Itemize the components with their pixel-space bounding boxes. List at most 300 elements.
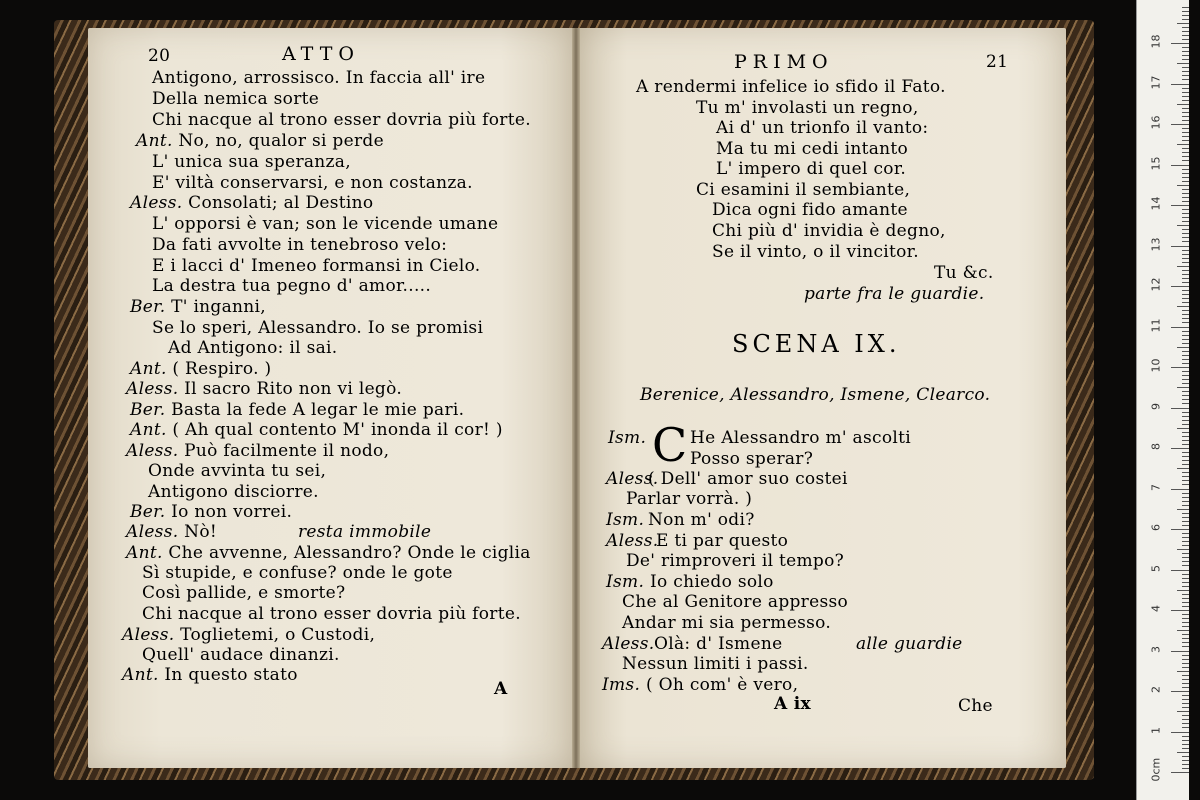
ruler-tick: [1182, 533, 1189, 534]
ruler-number: 10: [1149, 358, 1163, 373]
ruler-tick: [1182, 108, 1189, 109]
ruler-tick: [1182, 310, 1189, 311]
speaker-label: Aless.: [126, 441, 185, 461]
ruler-tick: [1182, 412, 1189, 413]
ruler-tick: [1182, 464, 1189, 465]
ruler-tick: [1177, 63, 1189, 64]
ruler-tick: [1182, 355, 1189, 356]
line-text: E ti par questo: [656, 531, 789, 551]
speaker-label: Ber.: [130, 502, 172, 522]
verse-line: [130, 297, 266, 317]
verse-line: Ci esamini il sembiante,: [696, 180, 911, 200]
ruler-tick: [1182, 173, 1189, 174]
ruler-tick: [1182, 88, 1189, 89]
verse-line: [126, 543, 531, 563]
ruler-tick: [1182, 371, 1189, 372]
ruler-number: 1: [1149, 726, 1163, 734]
line-text: Io chiedo solo: [650, 572, 774, 592]
book-gutter: [572, 28, 580, 768]
ruler-tick: [1182, 553, 1189, 554]
ruler-tick: [1182, 262, 1189, 263]
verse-line: [126, 379, 402, 399]
ruler-tick: [1182, 440, 1189, 441]
ruler-tick: [1182, 707, 1189, 708]
speaker-label: Aless.: [122, 625, 181, 645]
line-text: E' viltà conservarsi, e non costanza.: [152, 173, 473, 193]
verse-line: [126, 441, 389, 461]
ruler-tick: [1171, 124, 1189, 125]
line-text: Toglietemi, o Custodi,: [180, 625, 376, 645]
ruler-tick: [1182, 343, 1189, 344]
ruler-tick: [1182, 557, 1189, 558]
ruler-tick: [1182, 254, 1189, 255]
ruler-tick: [1182, 282, 1189, 283]
ruler-tick: [1177, 306, 1189, 307]
right-running-head: PRIMO: [734, 51, 834, 73]
line-text: Così pallide, e smorte?: [142, 583, 346, 603]
line-text: Basta la fede A legar le mie pari.: [171, 400, 465, 420]
verse-line: [152, 318, 483, 338]
line-text: Non m' odi?: [648, 510, 755, 530]
ruler-tick: [1182, 574, 1189, 575]
ruler-tick: [1182, 626, 1189, 627]
verse-line: [122, 625, 375, 645]
speaker-label: Aless.: [130, 193, 189, 213]
speaker-label: Ism.: [608, 428, 647, 448]
ruler-tick: [1182, 258, 1189, 259]
line-text: Se lo speri, Alessandro. Io se promisi: [152, 318, 484, 338]
ruler-tick: [1182, 695, 1189, 696]
ruler-tick: [1182, 424, 1189, 425]
ruler-tick: [1182, 497, 1189, 498]
ruler-tick: [1182, 638, 1189, 639]
ruler-tick: [1182, 112, 1189, 113]
line-text: Che avvenne, Alessandro? Onde le ciglia: [168, 543, 531, 563]
line-text: Onde avvinta tu sei,: [148, 461, 327, 481]
stage-direction: resta immobile: [298, 522, 432, 542]
ruler-tick: [1182, 594, 1189, 595]
ruler-tick: [1177, 671, 1189, 672]
speaker-label: Ant.: [136, 131, 179, 151]
speaker-label: Ber.: [130, 297, 172, 317]
ruler-number: 12: [1149, 277, 1163, 292]
ruler-tick: [1182, 391, 1189, 392]
ruler-tick: [1182, 501, 1189, 502]
ruler-tick: [1182, 156, 1189, 157]
ruler-number: 0cm: [1149, 757, 1163, 782]
left-page-number: 20: [148, 46, 171, 66]
ruler-tick: [1182, 675, 1189, 676]
ruler-number: 15: [1149, 156, 1163, 170]
ruler-tick: [1182, 35, 1189, 36]
ruler-tick: [1182, 136, 1189, 137]
ruler-number: 17: [1149, 75, 1163, 89]
ruler-tick: [1171, 286, 1189, 287]
ruler-tick: [1182, 687, 1189, 688]
speaker-label: Aless.: [126, 379, 185, 399]
ruler-tick: [1182, 274, 1189, 275]
ruler-tick: [1182, 221, 1189, 222]
ruler-tick: [1182, 383, 1189, 384]
verse-line: [142, 604, 521, 624]
scene-characters: Berenice, Alessandro, Ismene, Clearco.: [640, 385, 991, 405]
verse-line: Ai d' un trionfo il vanto:: [716, 118, 929, 138]
ruler-tick: [1182, 120, 1189, 121]
verse-line: L' impero di quel cor.: [716, 159, 907, 179]
ruler-tick: [1177, 711, 1189, 712]
line-text: ( Ah qual contento M' inonda il cor! ): [172, 420, 503, 440]
ruler-tick: [1182, 233, 1189, 234]
ruler-tick: [1182, 11, 1189, 12]
ruler-tick: [1171, 529, 1189, 530]
verse-line: Chi più d' invidia è degno,: [712, 221, 946, 241]
ruler-tick: [1182, 96, 1189, 97]
left-running-head: ATTO: [282, 43, 360, 65]
ruler-tick: [1182, 71, 1189, 72]
ruler-tick: [1182, 699, 1189, 700]
ruler-tick: [1182, 116, 1189, 117]
line-text: E i lacci d' Imeneo formansi in Cielo.: [152, 256, 481, 276]
ruler-tick: [1182, 237, 1189, 238]
ruler-tick: [1182, 189, 1189, 190]
ruler-tick: [1182, 472, 1189, 473]
scene-title: SCENA IX.: [732, 330, 901, 358]
ruler-number: 5: [1149, 564, 1163, 572]
speaker-label: Ant.: [126, 543, 169, 563]
verse-line: [142, 563, 453, 583]
ruler-tick: [1182, 561, 1189, 562]
ruler-tick: [1182, 703, 1189, 704]
ruler-tick: [1182, 160, 1189, 161]
ruler-tick: [1182, 278, 1189, 279]
ruler-tick: [1177, 590, 1189, 591]
ruler-tick: [1182, 667, 1189, 668]
ruler-tick: [1182, 51, 1189, 52]
ruler-tick: [1182, 335, 1189, 336]
ruler-tick: [1182, 351, 1189, 352]
verse-line: [130, 420, 503, 440]
ruler-tick: [1177, 104, 1189, 105]
ruler-tick: [1171, 610, 1189, 611]
line-text: Parlar vorrà. ): [626, 489, 753, 509]
verse-line: [136, 131, 384, 151]
ruler-tick: [1182, 541, 1189, 542]
ruler-tick: [1182, 379, 1189, 380]
verse-line: [130, 193, 373, 213]
line-text: ( Dell' amor suo costei: [648, 469, 848, 489]
line-text: No, no, qualor si perde: [178, 131, 384, 151]
ruler-tick: [1182, 399, 1189, 400]
ruler-tick: [1182, 197, 1189, 198]
ruler-tick: [1182, 19, 1189, 20]
line-text: Ad Antigono: il sai.: [168, 338, 338, 358]
ruler-tick: [1182, 7, 1189, 8]
ruler-number: 9: [1149, 402, 1163, 410]
line-text: Antigono, arrossisco. In faccia all' ire: [152, 68, 486, 88]
verse-line: [152, 110, 531, 130]
speaker-label: Ism.: [606, 510, 645, 530]
ruler-tick: [1182, 622, 1189, 623]
ruler-number: 11: [1149, 318, 1163, 332]
ruler-tick: [1171, 43, 1189, 44]
ruler-tick: [1182, 618, 1189, 619]
ruler-tick: [1182, 363, 1189, 364]
ruler-tick: [1182, 679, 1189, 680]
ruler-tick: [1182, 420, 1189, 421]
ruler-tick: [1177, 144, 1189, 145]
ruler-tick: [1182, 79, 1189, 80]
ruler-tick: [1182, 642, 1189, 643]
right-signature: A ix: [774, 694, 811, 714]
ruler-tick: [1171, 732, 1189, 733]
ruler-tick: [1182, 128, 1189, 129]
line-text: ( Respiro. ): [172, 359, 272, 379]
ruler-tick: [1182, 582, 1189, 583]
stage-direction-exit: parte fra le guardie.: [804, 284, 985, 304]
ruler-tick: [1182, 586, 1189, 587]
ruler-tick: [1182, 339, 1189, 340]
ruler-tick: [1182, 213, 1189, 214]
line-text: Chi nacque al trono esser dovria più forte.: [152, 110, 531, 130]
verse-line: Tu m' involasti un regno,: [696, 98, 919, 118]
ruler-tick: [1182, 217, 1189, 218]
ruler-tick: [1182, 476, 1189, 477]
ruler-tick: [1182, 460, 1189, 461]
line-text: Chi nacque al trono esser dovria più forte.: [142, 604, 521, 624]
ruler-tick: [1182, 452, 1189, 453]
line-text: He Alessandro m' ascolti: [690, 428, 911, 448]
verse-line: [152, 256, 481, 276]
ruler-tick: [1182, 375, 1189, 376]
ruler-tick: [1171, 165, 1189, 166]
ruler-tick: [1182, 436, 1189, 437]
stage-direction-guards: alle guardie: [856, 634, 963, 654]
ruler-tick: [1182, 768, 1189, 769]
ruler-tick: [1182, 727, 1189, 728]
ruler-tick: [1182, 655, 1189, 656]
ruler-tick: [1182, 598, 1189, 599]
verse-line: [130, 359, 271, 379]
speaker-label: Ant.: [130, 359, 173, 379]
ruler-tick: [1182, 100, 1189, 101]
ruler-tick: [1182, 322, 1189, 323]
verse-line: [152, 173, 473, 193]
ruler-tick: [1182, 493, 1189, 494]
verse-line: A rendermi infelice io sfido il Fato.: [636, 77, 946, 97]
ruler-tick: [1177, 630, 1189, 631]
ruler-tick: [1177, 752, 1189, 753]
verse-line: Tu &c.: [934, 263, 994, 283]
ruler-tick: [1182, 525, 1189, 526]
ruler-tick: [1171, 84, 1189, 85]
ruler-tick: [1171, 489, 1189, 490]
ruler-tick: [1182, 565, 1189, 566]
ruler-tick: [1182, 31, 1189, 32]
ruler-tick: [1182, 744, 1189, 745]
speaker-label: Aless.: [602, 634, 655, 654]
verse-line: [152, 89, 319, 109]
ruler-tick: [1182, 250, 1189, 251]
ruler-tick: [1182, 646, 1189, 647]
ruler-tick: [1182, 764, 1189, 765]
ruler-tick: [1182, 181, 1189, 182]
ruler-tick: [1182, 27, 1189, 28]
verse-line: [168, 338, 337, 358]
verse-line: Dica ogni fido amante: [712, 200, 908, 220]
ruler-tick: [1182, 55, 1189, 56]
ruler-tick: [1182, 314, 1189, 315]
ruler-number: 3: [1149, 645, 1163, 653]
ruler-tick: [1182, 480, 1189, 481]
line-text: Consolati; al Destino: [188, 193, 374, 213]
ruler-tick: [1182, 634, 1189, 635]
ruler-tick: [1182, 290, 1189, 291]
drop-cap: C: [652, 418, 688, 472]
speaker-label: Ant.: [122, 665, 165, 685]
ruler-tick: [1182, 614, 1189, 615]
speaker-label: Ism.: [606, 572, 645, 592]
ruler-tick: [1182, 177, 1189, 178]
line-text: ( Oh com' è vero,: [646, 675, 799, 695]
ruler-tick: [1182, 67, 1189, 68]
ruler-tick: [1177, 509, 1189, 510]
verse-line: [152, 214, 498, 234]
ruler-tick: [1182, 715, 1189, 716]
ruler-tick: [1182, 545, 1189, 546]
ruler-tick: [1182, 140, 1189, 141]
ruler-tick: [1182, 395, 1189, 396]
ruler-number: 7: [1149, 483, 1163, 491]
line-text: In questo stato: [164, 665, 298, 685]
ruler-tick: [1177, 225, 1189, 226]
ruler-tick: [1182, 484, 1189, 485]
ruler-tick: [1182, 15, 1189, 16]
ruler-tick: [1182, 756, 1189, 757]
verse-line: [148, 461, 326, 481]
verse-line: [152, 276, 431, 296]
ruler-tick: [1171, 205, 1189, 206]
ruler-tick: [1182, 47, 1189, 48]
ruler-number: 6: [1149, 524, 1163, 531]
ruler-tick: [1182, 92, 1189, 93]
ruler-tick: [1171, 448, 1189, 449]
left-signature: A: [494, 679, 508, 699]
ruler-tick: [1177, 347, 1189, 348]
ruler-tick: [1182, 209, 1189, 210]
verse-line: [130, 502, 292, 522]
ruler-tick: [1177, 266, 1189, 267]
speaker-label: Aless.: [606, 469, 659, 489]
line-text: Della nemica sorte: [152, 89, 320, 109]
ruler-tick: [1171, 367, 1189, 368]
ruler-tick: [1182, 169, 1189, 170]
verse-line: [142, 645, 340, 665]
ruler-tick: [1182, 132, 1189, 133]
ruler-tick: [1182, 432, 1189, 433]
line-text: Nò!: [184, 522, 217, 542]
ruler-tick: [1182, 606, 1189, 607]
ruler-tick: [1182, 444, 1189, 445]
line-text: Il sacro Rito non vi legò.: [184, 379, 403, 399]
ruler-tick: [1182, 39, 1189, 40]
ruler-tick: [1182, 748, 1189, 749]
ruler-number: 4: [1149, 605, 1163, 612]
ruler-tick: [1182, 740, 1189, 741]
line-text: La destra tua pegno d' amor.....: [152, 276, 432, 296]
ruler-tick: [1182, 683, 1189, 684]
catchword: Che: [958, 696, 993, 716]
verse-line: [122, 665, 298, 685]
verse-line: [130, 400, 464, 420]
ruler-tick: [1177, 468, 1189, 469]
speaker-label: Aless.: [126, 522, 185, 542]
speaker-label: Ims.: [602, 675, 641, 695]
ruler-tick: [1182, 456, 1189, 457]
line-text: L' unica sua speranza,: [152, 152, 351, 172]
ruler-tick: [1177, 387, 1189, 388]
line-text: T' inganni,: [171, 297, 266, 317]
ruler-tick: [1182, 578, 1189, 579]
ruler-tick: [1182, 298, 1189, 299]
verse-line: [152, 68, 485, 88]
ruler-tick: [1177, 428, 1189, 429]
line-text: Posso sperar?: [690, 449, 814, 469]
verse-line: [152, 152, 351, 172]
line-text: Antigono disciorre.: [148, 482, 319, 502]
ruler-tick: [1182, 318, 1189, 319]
line-text: Può facilmente il nodo,: [184, 441, 390, 461]
ruler-tick: [1182, 193, 1189, 194]
ruler-tick: [1182, 517, 1189, 518]
ruler-number: 2: [1149, 686, 1163, 693]
ruler-tick: [1171, 651, 1189, 652]
verse-line: [152, 235, 447, 255]
ruler-tick: [1182, 760, 1189, 761]
ruler-number: 14: [1149, 196, 1163, 211]
speaker-label: Ber.: [130, 400, 172, 420]
ruler-tick: [1182, 201, 1189, 202]
ruler-tick: [1182, 416, 1189, 417]
ruler-tick: [1177, 23, 1189, 24]
line-text: Andar mi sia permesso.: [622, 613, 832, 633]
ruler-tick: [1182, 331, 1189, 332]
speaker-label: Ant.: [130, 420, 173, 440]
ruler-tick: [1171, 408, 1189, 409]
verse-line: Se il vinto, o il vincitor.: [712, 242, 919, 262]
ruler-tick: [1182, 403, 1189, 404]
line-text: L' opporsi è van; son le vicende umane: [152, 214, 499, 234]
line-text: De' rimproveri il tempo?: [626, 551, 845, 571]
ruler-tick: [1182, 719, 1189, 720]
ruler-number: 18: [1149, 34, 1163, 49]
measuring-ruler: [1136, 0, 1189, 800]
verse-line: Ma tu mi cedi intanto: [716, 139, 909, 159]
ruler-tick: [1182, 270, 1189, 271]
ruler-tick: [1171, 246, 1189, 247]
line-text: Quell' audace dinanzi.: [142, 645, 340, 665]
line-text: Che al Genitore appresso: [622, 592, 849, 612]
ruler-tick: [1171, 570, 1189, 571]
ruler-tick: [1182, 294, 1189, 295]
verse-line: [148, 482, 319, 502]
ruler-tick: [1182, 302, 1189, 303]
ruler-tick: [1182, 59, 1189, 60]
right-page-number: 21: [986, 52, 1009, 72]
line-text: Sì stupide, e confuse? onde le gote: [142, 563, 453, 583]
ruler-tick: [1182, 75, 1189, 76]
ruler-tick: [1171, 691, 1189, 692]
ruler-tick: [1182, 602, 1189, 603]
